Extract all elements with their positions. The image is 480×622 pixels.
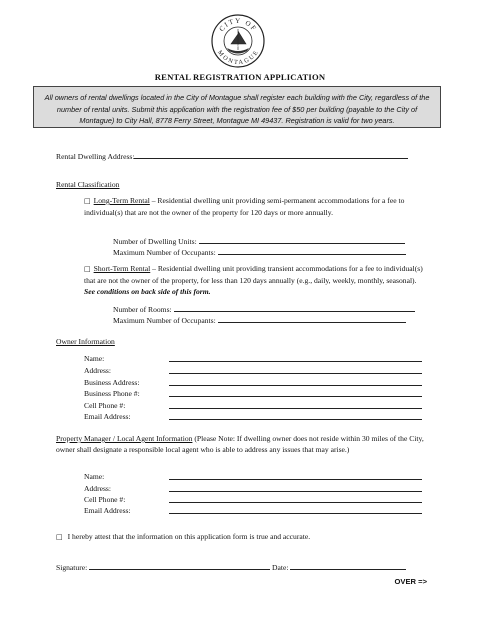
over-indicator: OVER =>: [394, 577, 427, 586]
seal-bottom-text: MONTAGUE: [216, 49, 261, 67]
seal-year: 1867: [233, 43, 243, 48]
owner-address-label: Address:: [84, 366, 111, 375]
short-term-checkbox[interactable]: □: [84, 265, 91, 273]
rental-classification-heading: Rental Classification: [56, 180, 120, 189]
owner-heading: Owner Information: [56, 337, 115, 346]
short-term-occupants-label: Maximum Number of Occupants:: [113, 316, 216, 325]
manager-email-label: Email Address:: [84, 506, 131, 515]
long-term-occupants-label: Maximum Number of Occupants:: [113, 248, 216, 257]
manager-email-field[interactable]: [169, 506, 422, 514]
dwelling-address-row: [56, 151, 408, 161]
manager-heading: Property Manager / Local Agent Information: [56, 434, 193, 443]
manager-cell-phone-label: Cell Phone #:: [84, 495, 126, 504]
rooms-label: Number of Rooms:: [113, 305, 172, 314]
long-term-description: – Residential dwelling unit providing semi-permanent accommodations for a fee to individual(s) that are not the owner of the property for 120 days or more annually.: [84, 196, 405, 218]
city-seal: [211, 14, 265, 68]
notice-box: All owners of rental dwellings located in the City of Montague shall register each building with the City, regardless of the number of rental units. Submit this application with the registration fee of $50 per building (payable to the City of Montague) to City Hall, 8778 Ferry Street, Montague MI 49437. Registration is valid for two years.: [33, 86, 441, 128]
dwelling-units-field[interactable]: [199, 236, 405, 244]
attest-row: [56, 532, 310, 541]
seal-top-text: CITY OF: [217, 16, 259, 34]
manager-name-field[interactable]: [169, 472, 422, 480]
owner-email-label: Email Address:: [84, 412, 131, 421]
rooms-field[interactable]: [174, 304, 415, 312]
date-label: Date:: [272, 563, 289, 572]
owner-business-address-label: Business Address:: [84, 378, 140, 387]
long-term-block: [84, 195, 424, 218]
long-term-occupants-field[interactable]: [218, 247, 406, 255]
attest-checkbox[interactable]: □: [56, 533, 63, 541]
signature-row: [56, 562, 406, 572]
owner-business-phone-field[interactable]: [169, 389, 422, 397]
date-field[interactable]: [290, 562, 406, 570]
signature-label: Signature:: [56, 563, 88, 572]
owner-address-field[interactable]: [169, 366, 422, 374]
short-term-note: See conditions on back side of this form.: [84, 287, 211, 297]
manager-note: (Please Note: If dwelling owner does not reside within 30 miles of the City, owner shall designate a responsible local agent who is able to address any issues that may arise.): [56, 434, 424, 455]
owner-name-field[interactable]: [169, 354, 422, 362]
dwelling-address-label: Rental Dwelling Address:: [56, 152, 135, 161]
short-term-label: Short-Term Rental: [93, 264, 151, 273]
dwelling-address-field[interactable]: [134, 151, 408, 159]
dwelling-units-label: Number of Dwelling Units:: [113, 237, 197, 246]
form-title: RENTAL REGISTRATION APPLICATION: [154, 72, 326, 82]
manager-address-field[interactable]: [169, 484, 422, 492]
owner-business-phone-label: Business Phone #:: [84, 389, 140, 398]
manager-cell-phone-field[interactable]: [169, 495, 422, 503]
long-term-label: Long-Term Rental: [93, 196, 150, 205]
short-term-description: – Residential dwelling unit providing transient accommodations for a fee to individual(s) that are not the owner of the property, for less than 120 days annually (e.g., daily, weekly, monthly, seasonal).: [84, 264, 423, 286]
owner-email-field[interactable]: [169, 412, 422, 420]
short-term-occupants-field[interactable]: [218, 315, 406, 323]
long-term-checkbox[interactable]: □: [84, 197, 91, 205]
short-term-occupants-row: [113, 315, 406, 325]
owner-cell-phone-label: Cell Phone #:: [84, 401, 126, 410]
manager-address-label: Address:: [84, 484, 111, 493]
manager-name-label: Name:: [84, 472, 105, 481]
rooms-row: [113, 304, 415, 314]
signature-field[interactable]: [89, 562, 270, 570]
dwelling-units-row: [113, 236, 405, 246]
owner-cell-phone-field[interactable]: [169, 401, 422, 409]
owner-name-label: Name:: [84, 354, 105, 363]
short-term-block: [84, 263, 424, 298]
attest-text: I hereby attest that the information on this application form is true and accurate.: [67, 532, 311, 541]
manager-block: [56, 433, 424, 455]
owner-business-address-field[interactable]: [169, 378, 422, 386]
long-term-occupants-row: [113, 247, 406, 257]
